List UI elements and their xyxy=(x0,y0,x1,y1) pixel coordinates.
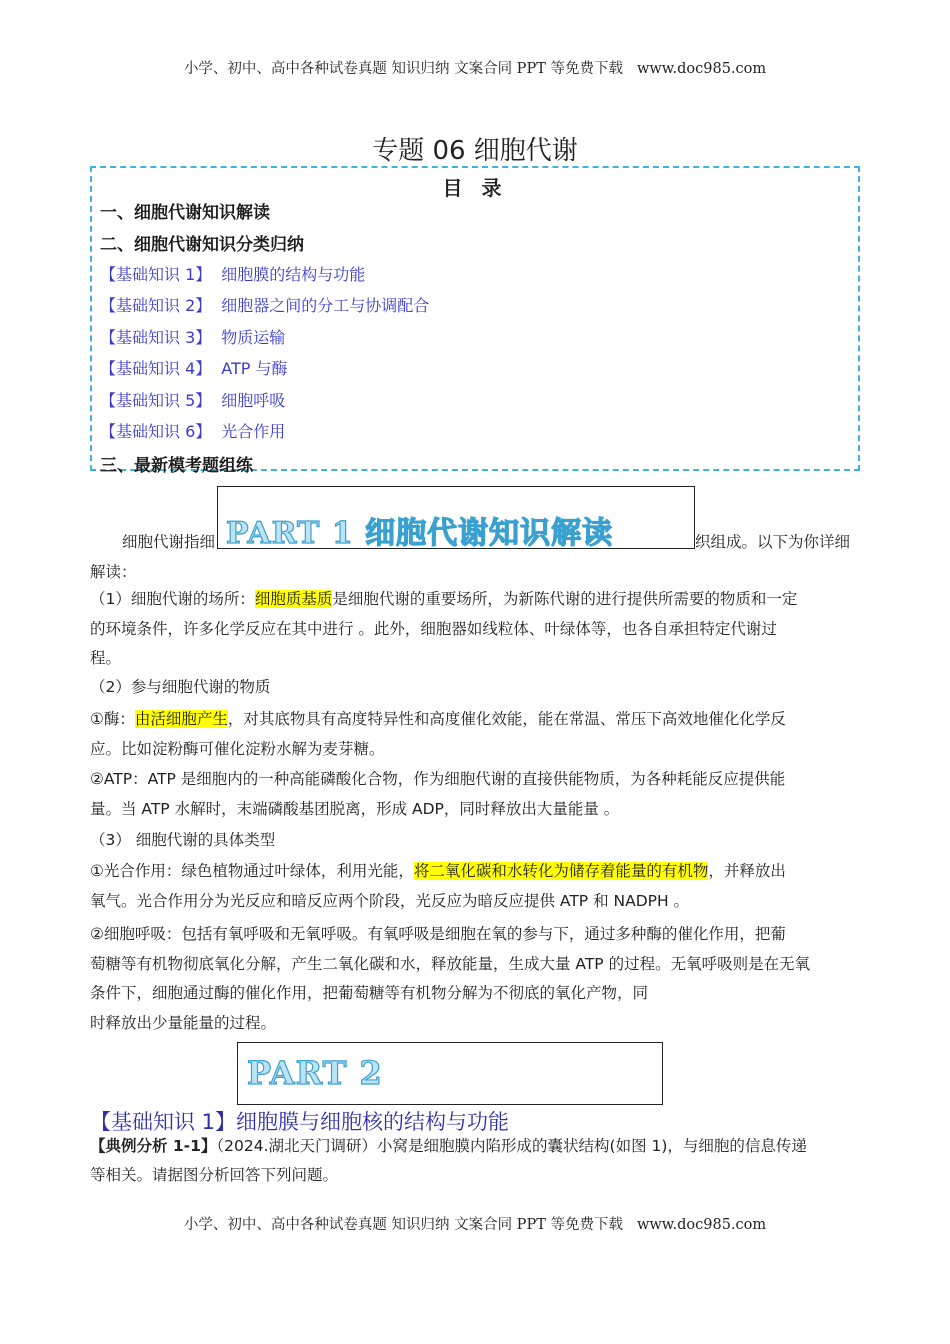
intro-paragraph: 细胞代谢指细 织组成。以下为你详细 解读： xyxy=(90,533,851,581)
toc-item-6[interactable]: 【基础知识 6】 光合作用 xyxy=(100,422,286,441)
section-heading-basic-knowledge-1: 【基础知识 1】细胞膜与细胞核的结构与功能 xyxy=(90,1110,510,1134)
toc-item-1[interactable]: 【基础知识 1】 细胞膜的结构与功能 xyxy=(100,265,366,284)
page-header xyxy=(0,57,950,78)
part-2-label: PART 2 xyxy=(247,1054,383,1092)
paragraph-substances-heading: （2）参与细胞代谢的物质 xyxy=(90,678,271,696)
toc-item-2[interactable]: 【基础知识 2】 细胞器之间的分工与协调配合 xyxy=(100,296,430,315)
toc-section-1[interactable]: 一、细胞代谢知识解读 xyxy=(100,203,270,223)
toc-section-3[interactable]: 三、最新模考题组练 xyxy=(100,456,253,476)
toc-section-2[interactable]: 二、细胞代谢知识分类归纳 xyxy=(100,235,304,255)
paragraph-respiration: ②细胞呼吸：包括有氧呼吸和无氧呼吸。有氧呼吸是细胞在氧的参与下，通过多种酶的催化作用，把葡 萄糖等有机物彻底氧化分解，产生二氧化碳和水，释放能量，生成大量 ATP 的过程。无氧呼吸则是在无氧 条件下，细胞通过酶的催化作用，把葡萄糖等有机物分解为不彻底的氧化产物，同 时释放出少量能量的过程。 xyxy=(90,925,811,1032)
table-of-contents xyxy=(90,166,860,476)
footer-url[interactable]: www.doc985.com xyxy=(636,1217,767,1233)
toc-item-4[interactable]: 【基础知识 4】 ATP 与酶 xyxy=(100,359,288,378)
paragraph-photosynthesis: ①光合作用：绿色植物通过叶绿体，利用光能，将二氧化碳和水转化为储存着能量的有机物，并释放出 氧气。光合作用分为光反应和暗反应两个阶段，光反应为暗反应提供 ATP 和 NADPH 。 xyxy=(90,862,786,910)
page-footer xyxy=(0,1213,950,1234)
example-analysis: 【典例分析 1-1】（2024.湖北天门调研）小窝是细胞膜内陷形成的囊状结构(如图 1)，与细胞的信息传递 等相关。请据图分析回答下列问题。 xyxy=(90,1137,807,1184)
toc-item-3[interactable]: 【基础知识 3】 物质运输 xyxy=(100,328,286,347)
part-1-label: PART 1 细胞代谢知识解读 xyxy=(226,516,614,551)
paragraph-enzyme: ①酶：由活细胞产生，对其底物具有高度特异性和高度催化效能，能在常温、常压下高效地催化化学反 应。比如淀粉酶可催化淀粉水解为麦芽糖。 xyxy=(90,710,786,758)
toc-item-5[interactable]: 【基础知识 5】 细胞呼吸 xyxy=(100,391,286,410)
paragraph-location: （1）细胞代谢的场所：细胞质基质是细胞代谢的重要场所，为新陈代谢的进行提供所需要的物质和一定 的环境条件，许多化学反应在其中进行 。此外，细胞器如线粒体、叶绿体等，也各自承担特定代谢过 程。 xyxy=(90,590,798,667)
example-tag: 【典例分析 1-1】 xyxy=(90,1137,217,1155)
header-url[interactable]: www.doc985.com xyxy=(636,61,767,77)
paragraph-types-heading: （3） 细胞代谢的具体类型 xyxy=(90,831,276,849)
toc-heading: 目 录 xyxy=(442,176,508,200)
paragraph-atp: ②ATP：ATP 是细胞内的一种高能磷酸化合物，作为细胞代谢的直接供能物质，为各种耗能反应提供能 量。当 ATP 水解时，末端磷酸基团脱离，形成 ADP，同时释放出大量能量 。 xyxy=(90,770,786,818)
footer-text: 小学、初中、高中各种试卷真题 知识归纳 文案合同 PPT 等免费下载 xyxy=(183,1217,623,1233)
header-text: 小学、初中、高中各种试卷真题 知识归纳 文案合同 PPT 等免费下载 xyxy=(183,61,623,77)
page-title: 专题 06 细胞代谢 xyxy=(372,136,578,166)
